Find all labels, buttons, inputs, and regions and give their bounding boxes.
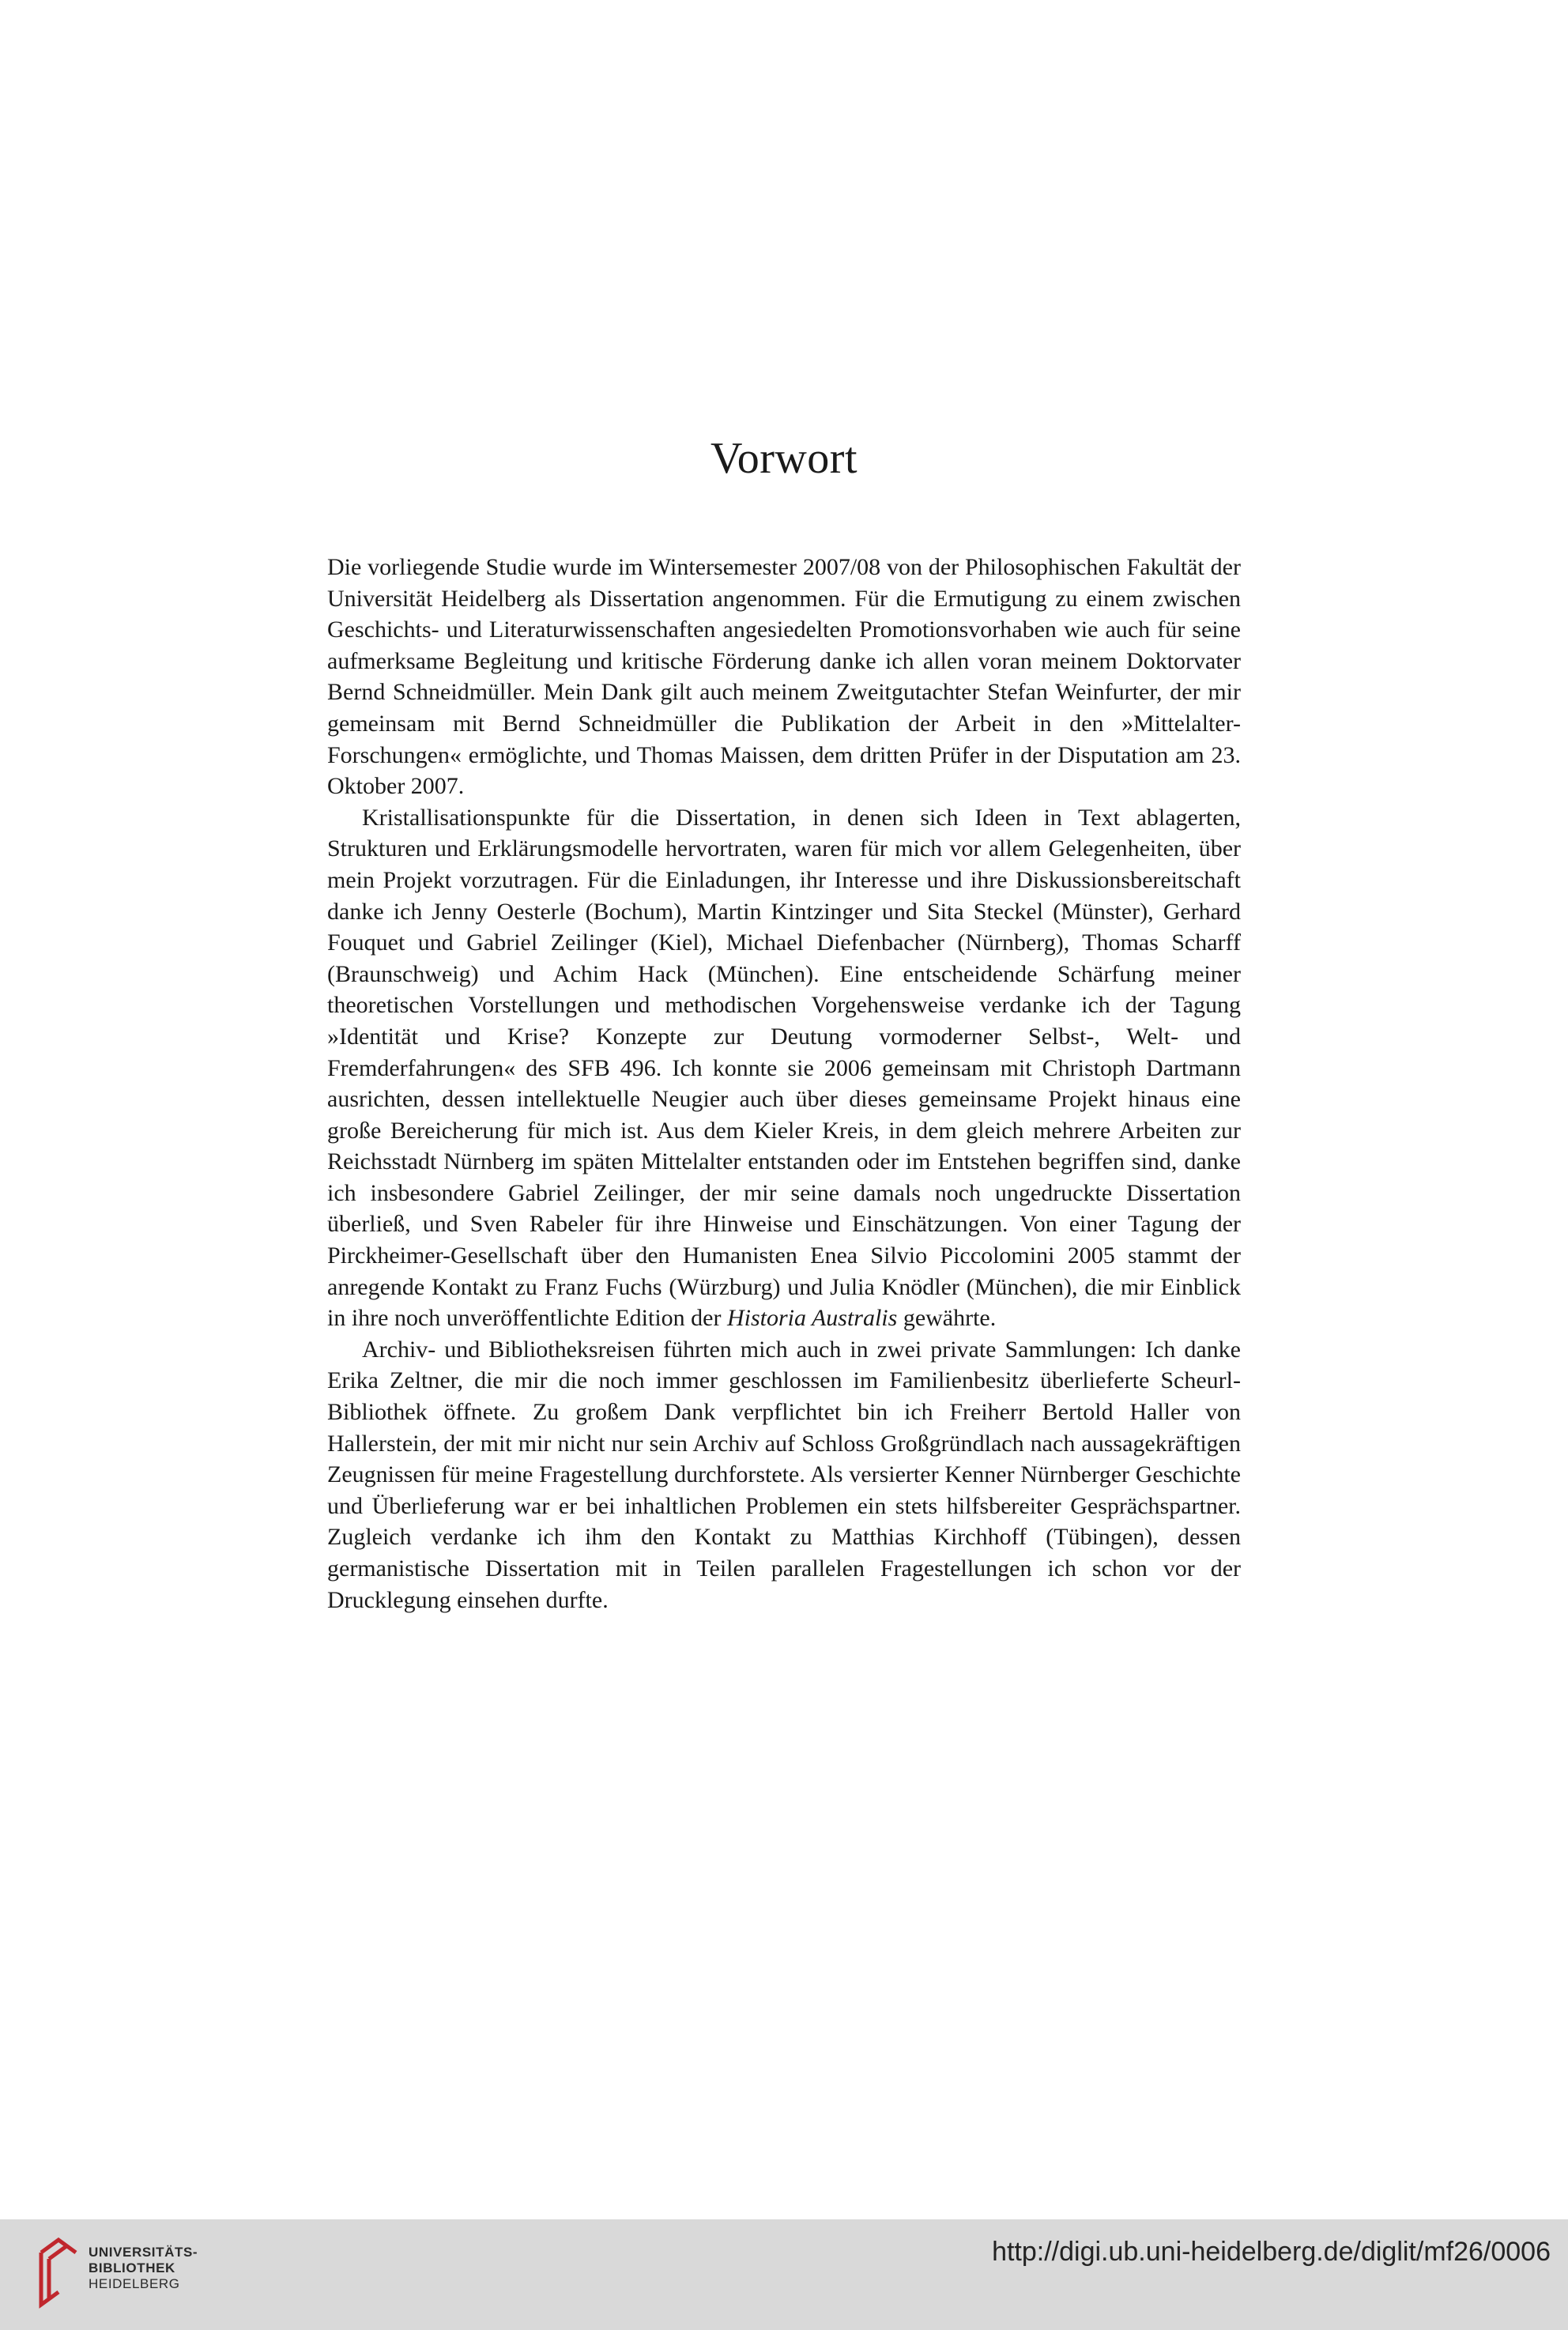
footer-bar [0, 2219, 1568, 2330]
paragraph-1 [327, 552, 1241, 802]
book-title-historia-australis: Historia Australis [726, 1305, 898, 1332]
paragraph-3-text: Archiv- und Bibliotheksreisen führten mich auch in zwei private Sammlungen: Ich danke Erika Zeltner, die mir die noch immer geschlossen im Familienbesitz überlieferte Scheurl-Bibliothek öffnete. Zu großem Dank verpflichtet bin ich Freiherr Bertold Haller von Hallerstein, der mit mir nicht nur sein Archiv auf Schloss Großgründlach nach aussagekräftigen Zeugnissen für meine Fragestellung durchforstete. Als versierter Kenner Nürnberger Geschichte und Überlieferung war er bei inhaltlichen Problemen ein stets hilfsbereiter Gesprächspartner. Zugleich verdanke ich ihm den Kontakt zu Matthias Kirchhoff (Tübingen), dessen germanistische Dissertation mit in Teilen parallelen Fragestellungen ich schon vor der Drucklegung einsehen durfte. [327, 1336, 1241, 1613]
paragraph-2-text-end: gewährte. [897, 1305, 997, 1332]
library-name [89, 2245, 198, 2292]
library-logo-icon[interactable] [35, 2229, 82, 2316]
paragraph-1-text: Die vorliegende Studie wurde im Wintersemester 2007/08 von der Philosophischen Fakultät der Universität Heidelberg als Dissertation angenommen. Für die Ermutigung zu einem zwischen Geschichts- und Literaturwissenschaften angesiedelten Promotionsvorhaben wie auch für seine aufmerksame Begleitung und kritische Förderung danke ich allen voran meinem Doktorvater Bernd Schneidmüller. Mein Dank gilt auch meinem Zweitgutachter Stefan Weinfurter, der mir gemeinsam mit Bernd Schneidmüller die Publikation der Arbeit in den »Mittelalter-Forschungen« ermöglichte, und Thomas Maissen, dem dritten Prüfer in der Disputation am 23. Oktober 2007. [327, 554, 1241, 800]
body-text [327, 552, 1241, 1616]
paragraph-3 [327, 1334, 1241, 1616]
paragraph-2-text: Kristallisationspunkte für die Dissertation, in denen sich Ideen in Text ablagerten, Strukturen und Erklärungsmodelle hervortraten, waren für mich vor allem Gelegenheiten, über mein Projekt vorzutragen. Für die Einladungen, ihr Interesse und ihre Diskussionsbereitschaft danke ich Jenny Oesterle (Bochum), Martin Kintzinger und Sita Steckel (Münster), Gerhard Fouquet und Gabriel Zeilinger (Kiel), Michael Diefenbacher (Nürnberg), Thomas Scharff (Braunschweig) und Achim Hack (München). Eine entscheidende Schärfung meiner theoretischen Vorstellungen und methodischen Vorgehensweise verdanke ich der Tagung »Identität und Krise? Konzepte zur Deutung vormoderner Selbst-, Welt- und Fremderfahrungen« des SFB 496. Ich konnte sie 2006 gemeinsam mit Christoph Dartmann ausrichten, dessen intellektuelle Neugier auch über dieses gemeinsame Projekt hinaus eine große Bereicherung für mich ist. Aus dem Kieler Kreis, in dem gleich mehrere Arbeiten zur Reichsstadt Nürnberg im späten Mittelalter entstanden oder im Entstehen begriffen sind, danke ich insbesondere Gabriel Zeilinger, der mir seine damals noch ungedruckte Dissertation überließ, und Sven Rabeler für ihre Hinweise und Einschätzungen. Von einer Tagung der Pirckheimer-Gesellschaft über den Humanisten Enea Silvio Piccolomini 2005 stammt der anregende Kontakt zu Franz Fuchs (Würzburg) und Julia Knödler (München), die mir Einblick in ihre noch unveröffentlichte Edition der [327, 804, 1241, 1332]
paragraph-2 [327, 802, 1241, 1334]
source-url-link[interactable]: http://digi.ub.uni-heidelberg.de/diglit/mf26/0006 [992, 2237, 1551, 2267]
library-name-line-1: UNIVERSITÄTS- [89, 2245, 198, 2260]
page-title: Vorwort [710, 434, 858, 483]
library-name-line-3: HEIDELBERG [89, 2276, 180, 2291]
library-name-line-2: BIBLIOTHEK [89, 2260, 175, 2275]
logo-inner-roof-stroke [49, 2246, 66, 2259]
